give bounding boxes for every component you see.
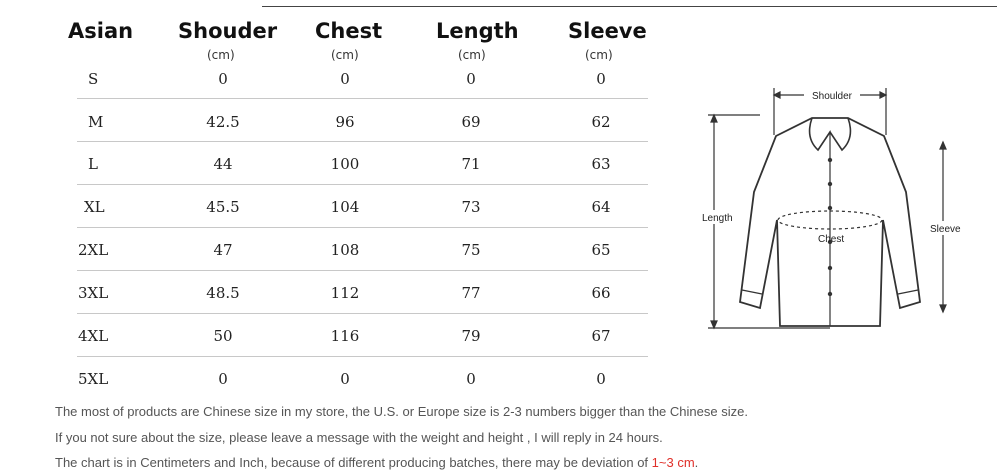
row-divider	[77, 356, 648, 357]
row-m-sleeve: 62	[591, 113, 611, 131]
row-5xl-length: 0	[466, 370, 476, 388]
row-m-length: 69	[461, 113, 481, 131]
diagram-shoulder-label: Shoulder	[811, 91, 853, 102]
row-l-size: L	[88, 155, 98, 173]
deviation-highlight: 1~3 cm	[651, 455, 695, 470]
row-xl-length: 73	[461, 198, 481, 216]
note-line-2: If you not sure about the size, please leave a message with the weight and height , I will reply in 24 hours.	[55, 430, 663, 445]
row-3xl-size: 3XL	[78, 284, 109, 302]
row-xl-chest: 104	[330, 198, 360, 216]
unit-shoulder: (cm)	[207, 48, 235, 62]
row-s-length: 0	[466, 70, 476, 88]
row-m-size: M	[88, 113, 104, 131]
row-xl-sleeve: 64	[591, 198, 611, 216]
row-4xl-length: 79	[461, 327, 481, 345]
row-s-sleeve: 0	[596, 70, 606, 88]
row-4xl-sleeve: 67	[591, 327, 611, 345]
row-l-length: 71	[461, 155, 481, 173]
row-divider	[77, 227, 648, 228]
unit-chest: (cm)	[331, 48, 359, 62]
row-xl-shoulder: 45.5	[206, 198, 240, 216]
row-3xl-sleeve: 66	[591, 284, 611, 302]
header-shoulder: Shouder	[178, 19, 278, 43]
row-s-chest: 0	[340, 70, 350, 88]
row-3xl-length: 77	[461, 284, 481, 302]
row-l-sleeve: 63	[591, 155, 611, 173]
row-5xl-shoulder: 0	[218, 370, 228, 388]
header-chest: Chest	[315, 19, 383, 43]
note-line-3	[55, 455, 698, 470]
row-2xl-shoulder: 47	[213, 241, 233, 259]
diagram-chest-label: Chest	[818, 234, 845, 245]
row-s-shoulder: 0	[218, 70, 228, 88]
row-divider	[77, 270, 648, 271]
row-5xl-size: 5XL	[78, 370, 109, 388]
note-line-3-text: The chart is in Centimeters and Inch, because of different producing batches, there may be deviation of	[55, 455, 652, 470]
row-2xl-length: 75	[461, 241, 481, 259]
row-l-chest: 100	[330, 155, 360, 173]
header-sleeve: Sleeve	[568, 19, 647, 43]
row-divider	[77, 184, 648, 185]
row-2xl-size: 2XL	[78, 241, 109, 259]
row-s-size: S	[88, 70, 99, 88]
row-3xl-shoulder: 48.5	[206, 284, 240, 302]
row-divider	[77, 98, 648, 99]
diagram-sleeve-label: Sleeve	[930, 224, 961, 235]
unit-sleeve: (cm)	[585, 48, 613, 62]
note-line-1: The most of products are Chinese size in my store, the U.S. or Europe size is 2-3 numbers bigger than the Chinese size.	[55, 404, 748, 419]
row-5xl-sleeve: 0	[596, 370, 606, 388]
row-2xl-sleeve: 65	[591, 241, 611, 259]
row-xl-size: XL	[84, 198, 105, 216]
unit-length: (cm)	[458, 48, 486, 62]
note-line-3-end: .	[694, 455, 699, 470]
row-4xl-size: 4XL	[78, 327, 109, 345]
header-asian: Asian	[68, 19, 134, 43]
row-4xl-shoulder: 50	[213, 327, 233, 345]
row-4xl-chest: 116	[330, 327, 360, 345]
shirt-measurement-diagram	[700, 80, 975, 330]
row-5xl-chest: 0	[340, 370, 350, 388]
row-m-shoulder: 42.5	[206, 113, 240, 131]
row-2xl-chest: 108	[330, 241, 360, 259]
row-3xl-chest: 112	[330, 284, 360, 302]
row-divider	[77, 141, 648, 142]
header-length: Length	[436, 19, 519, 43]
row-divider	[77, 313, 648, 314]
row-m-chest: 96	[335, 113, 355, 131]
top-rule	[262, 6, 997, 7]
row-l-shoulder: 44	[213, 155, 233, 173]
diagram-length-label: Length	[702, 213, 733, 224]
